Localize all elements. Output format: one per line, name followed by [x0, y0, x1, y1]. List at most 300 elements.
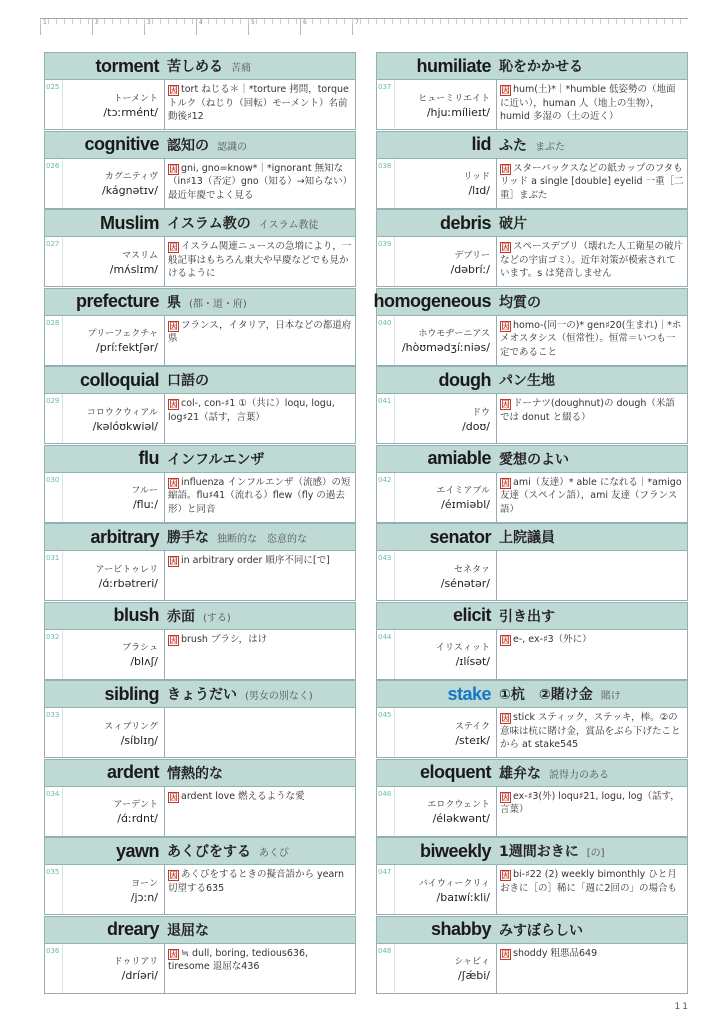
root-icon: 因	[169, 792, 178, 802]
entry-body	[376, 394, 688, 444]
ipa: /doʊ/	[462, 419, 490, 433]
pronunciation	[63, 787, 165, 836]
vocab-entry	[373, 288, 688, 367]
root-icon: 因	[501, 714, 510, 723]
ipa: /baɪwíːkli/	[436, 890, 490, 904]
entry-number: 045	[377, 708, 395, 757]
vocab-entry	[376, 445, 688, 524]
entry-number: 044	[377, 630, 395, 679]
ruler-minor-tick	[104, 19, 105, 24]
entry-header	[373, 288, 688, 316]
kana-reading: ドゥリアリ	[113, 957, 158, 967]
entry-body	[376, 708, 688, 758]
root-icon: 因	[169, 949, 178, 959]
ruler-minor-tick	[504, 19, 505, 24]
pronunciation	[395, 944, 497, 993]
meaning-sub: (都・道・府)	[189, 298, 247, 310]
meaning-main: きょうだい	[167, 687, 237, 703]
entry-body	[376, 80, 688, 130]
kana-reading: フルー	[131, 486, 158, 496]
meaning-sub: 認識の	[217, 141, 247, 153]
entry-body	[44, 237, 356, 287]
meaning-main: あくびをする	[167, 844, 251, 860]
entry-header	[376, 680, 688, 708]
note	[497, 394, 687, 443]
ipa: /kágnətɪv/	[102, 184, 158, 197]
note	[165, 630, 355, 679]
entry-number: 041	[377, 394, 395, 443]
entry-body	[376, 237, 688, 287]
note-text: ex-♯3(外) loqu♯21, logu, log（話す，言葉）	[500, 790, 680, 815]
ruler-minor-tick	[96, 19, 97, 24]
ipa: /ɑ́ːrbətreri/	[98, 576, 158, 590]
meaning-main: みすぼらしい	[499, 922, 583, 939]
ipa: /éɪmiəbl/	[441, 498, 490, 511]
kana-reading: ヒューミリエイト	[418, 93, 490, 104]
root-icon: 因	[501, 243, 510, 252]
headword: humiliate	[416, 55, 491, 76]
pronunciation	[63, 159, 165, 208]
meaning	[499, 606, 563, 626]
ruler-minor-tick	[88, 19, 89, 24]
ruler-minor-tick	[520, 19, 521, 24]
ipa: /hjuːmílieɪt/	[426, 105, 490, 119]
ruler-minor-tick	[560, 19, 561, 24]
kana-reading: カグニティヴ	[104, 172, 158, 182]
headword: Muslim	[99, 212, 159, 233]
ruler-minor-tick	[144, 19, 145, 24]
headword: homogeneous	[373, 291, 491, 311]
meaning-main: 引き出す	[499, 608, 555, 625]
root-icon: 因	[169, 400, 178, 409]
meaning	[499, 213, 535, 233]
headword: ardent	[106, 762, 159, 782]
pronunciation	[395, 237, 497, 286]
entry-number: 025	[45, 80, 63, 129]
note-text: ami（友達）* able になれる｜*amigo 友達（スペイン語），ami 友達（フランス語）	[500, 476, 682, 515]
ruler-minor-tick	[600, 19, 601, 24]
note	[165, 551, 355, 600]
entry-header	[376, 52, 688, 80]
meaning	[499, 56, 591, 76]
top-ruler	[40, 18, 688, 36]
left-column	[44, 52, 356, 994]
entry-number: 038	[377, 159, 395, 208]
entry-number: 047	[377, 865, 395, 914]
ruler-minor-tick	[376, 19, 377, 24]
meaning	[167, 292, 247, 312]
ruler-minor-tick	[416, 19, 417, 24]
meaning-sub: (男女の別なく)	[245, 691, 313, 702]
entry-header	[376, 131, 688, 159]
root-icon: 因	[501, 164, 510, 174]
note-text: スペースデブリ（壊れた人工衛星の破片などの宇宙ゴミ）。近年対策が模索されています。s は発音しません	[500, 241, 683, 279]
ruler-minor-tick	[312, 19, 313, 24]
entry-number: 034	[45, 787, 63, 836]
kana-reading: アービトゥレリ	[95, 564, 158, 575]
headword: dough	[438, 369, 491, 390]
meaning-sub: 賭け	[600, 691, 621, 702]
meaning-main: 赤面	[167, 608, 195, 625]
ruler-tick: 1	[40, 19, 47, 35]
ruler-minor-tick	[192, 19, 193, 24]
kana-reading: アーデント	[113, 800, 158, 810]
ipa: /fluː/	[132, 498, 158, 511]
root-icon: 因	[169, 86, 178, 95]
headword: flu	[138, 448, 159, 468]
ruler-minor-tick	[256, 19, 257, 24]
entry-number: 027	[45, 237, 63, 286]
ruler-minor-tick	[280, 19, 281, 24]
root-icon: 因	[169, 557, 178, 566]
ruler-minor-tick	[592, 19, 593, 24]
entry-header	[44, 209, 356, 237]
note-text: ≒ dull, boring, tedious636, tiresome 退屈な436	[168, 947, 309, 972]
meaning	[167, 135, 247, 155]
ruler-minor-tick	[392, 19, 393, 24]
meaning-main: 情熱的な	[167, 765, 223, 782]
vocab-entry	[376, 602, 688, 681]
note-text: フランス，イタリア，日本などの都道府県	[168, 319, 352, 344]
note-text: hum(土)*｜*humble 低姿勢の（地面に近い），human 人（地上の生物），humid 多湿の（土の近く）	[500, 84, 676, 122]
note	[165, 316, 355, 365]
note-text: stick スティック，ステッキ，棒。②の意味は杭に賭け金，賞品をぶら下げたことから at stake545	[500, 712, 681, 750]
entry-body	[44, 394, 356, 444]
note	[165, 865, 355, 914]
ipa: /blʌʃ/	[130, 655, 158, 668]
ruler-minor-tick	[80, 19, 81, 24]
root-icon: 因	[169, 321, 178, 331]
headword: elicit	[452, 605, 491, 625]
ipa: /steɪk/	[455, 733, 490, 747]
root-icon: 因	[169, 243, 178, 252]
meaning	[167, 606, 231, 626]
meaning	[499, 292, 549, 312]
ruler-minor-tick	[616, 19, 617, 24]
headword: debris	[439, 212, 491, 233]
ruler-minor-tick	[576, 19, 577, 24]
ruler-minor-tick	[432, 19, 433, 24]
page-number: 11	[674, 1002, 690, 1012]
ruler-minor-tick	[128, 19, 129, 24]
headword: arbitrary	[90, 526, 159, 547]
ruler-minor-tick	[168, 19, 169, 24]
note-text: e-, ex-♯3（外に）	[513, 633, 592, 645]
ruler-minor-tick	[400, 19, 401, 24]
ruler-minor-tick	[264, 19, 265, 24]
meaning-sub: 説得力のある	[549, 769, 609, 781]
ruler-minor-tick	[568, 19, 569, 24]
ipa: /kəlóʊkwiəl/	[92, 419, 158, 433]
note-text: ドーナツ(doughnut)の dough（米語では donut と綴る）	[500, 398, 675, 423]
entry-body	[44, 708, 356, 758]
ipa: /ɑ́ːrdnt/	[117, 812, 158, 825]
vocab-entry	[376, 837, 688, 916]
entry-number: 042	[377, 473, 395, 522]
ruler-minor-tick	[640, 19, 641, 24]
kana-reading: ホウモヂーニアス	[418, 329, 490, 339]
root-icon: 因	[169, 478, 178, 488]
root-icon: 因	[501, 478, 510, 488]
headword: blush	[113, 605, 159, 625]
ruler-minor-tick	[288, 19, 289, 24]
headword: sibling	[104, 683, 159, 704]
meaning-sub: 独断的な 恣意的な	[217, 534, 307, 545]
entry-header	[376, 523, 688, 551]
pronunciation	[63, 708, 165, 757]
headword: stake	[447, 683, 491, 704]
ruler-minor-tick	[72, 19, 73, 24]
ruler-minor-tick	[608, 19, 609, 24]
note	[497, 80, 687, 129]
meaning	[499, 841, 605, 861]
ipa: /sénətər/	[440, 576, 490, 590]
ruler-minor-tick	[544, 19, 545, 24]
ruler-minor-tick	[632, 19, 633, 24]
pronunciation	[63, 865, 165, 914]
kana-reading: バイウィークリィ	[418, 878, 490, 889]
entry-header	[44, 52, 356, 80]
pronunciation	[395, 473, 497, 522]
meaning-main: 認知の	[167, 137, 209, 154]
entry-body	[376, 551, 688, 601]
ipa: /jɔːn/	[130, 890, 158, 904]
entry-body	[44, 630, 356, 680]
ruler-minor-tick	[160, 19, 161, 24]
ruler-minor-tick	[232, 19, 233, 24]
meaning-sub: まぶた	[535, 141, 565, 153]
root-icon: 因	[501, 400, 510, 409]
entry-body	[376, 473, 688, 523]
ruler-minor-tick	[384, 19, 385, 24]
entry-body	[44, 159, 356, 209]
root-icon: 因	[501, 949, 510, 959]
pronunciation	[395, 787, 497, 836]
ruler-minor-tick	[368, 19, 369, 24]
meaning-main: 愛想のよい	[499, 451, 569, 468]
note	[497, 237, 687, 286]
ruler-minor-tick	[464, 19, 465, 24]
meaning-main: 県	[167, 294, 181, 311]
note-text: influenza インフルエンザ（流感）の短縮語。flu♯41（流れる）flew（fly の過去形）と同音	[168, 476, 351, 515]
meaning-main: パン生地	[499, 373, 555, 389]
meaning	[499, 763, 609, 783]
ruler-minor-tick	[56, 19, 57, 24]
ruler-tick: 3	[144, 19, 151, 35]
ruler-tick: 6	[300, 19, 307, 35]
entry-header	[376, 602, 688, 630]
vocab-entry	[44, 837, 356, 916]
ruler-minor-tick	[48, 19, 49, 24]
meaning-main: ふた	[499, 137, 527, 154]
ruler-minor-tick	[528, 19, 529, 24]
entry-number: 040	[377, 316, 395, 365]
ipa: /príːfektʃər/	[96, 341, 158, 354]
entry-header	[44, 131, 356, 159]
note	[497, 708, 687, 757]
entry-number: 043	[377, 551, 395, 600]
ruler-minor-tick	[448, 19, 449, 24]
pronunciation	[395, 316, 497, 365]
meaning	[167, 56, 251, 76]
root-icon: 因	[501, 321, 510, 331]
headword: shabby	[430, 919, 491, 939]
kana-reading: ドウ	[471, 407, 490, 418]
meaning-sub: あくび	[259, 848, 289, 859]
ruler-minor-tick	[488, 19, 489, 24]
note-text: homo-(同一の)* gen♯20(生まれ)｜*ホメオスタシス（恒常性）。恒常＝いつも一定であること	[500, 319, 682, 358]
ruler-minor-tick	[208, 19, 209, 24]
kana-reading: ステイク	[454, 721, 490, 732]
right-column	[373, 52, 688, 994]
pronunciation	[395, 159, 497, 208]
entry-body	[44, 944, 356, 994]
ipa: /dəbríː/	[450, 262, 490, 276]
meaning	[167, 684, 313, 704]
pronunciation	[63, 316, 165, 365]
note-text: イスラム関連ニュースの急増により，一般記事はもちろん東大や早慶などでも見かけるように	[168, 241, 352, 279]
note-text: ardent love 燃えるような愛	[181, 790, 305, 802]
meaning	[499, 449, 577, 469]
entry-number: 046	[377, 787, 395, 836]
note	[165, 159, 355, 208]
root-icon: 因	[501, 871, 510, 880]
entry-number: 030	[45, 473, 63, 522]
meaning	[167, 763, 231, 783]
note	[497, 316, 687, 365]
ipa: /hòʊmədʒíːniəs/	[401, 341, 490, 354]
entry-header	[44, 366, 356, 394]
vocab-entry	[376, 916, 688, 995]
ruler-minor-tick	[240, 19, 241, 24]
note-text: col-, con-♯1 ①（共に）loqu, logu, log♯21（話す，言葉）	[168, 398, 335, 423]
kana-reading: コロウクウィアル	[86, 407, 158, 418]
ruler-minor-tick	[248, 19, 249, 24]
note	[165, 944, 355, 993]
ipa: /ɪlísət/	[455, 655, 490, 668]
meaning	[167, 920, 217, 940]
ruler-minor-tick	[152, 19, 153, 24]
vocab-entry	[44, 759, 356, 838]
meaning-sub: (する)	[203, 612, 231, 624]
entry-body	[44, 316, 356, 366]
meaning	[499, 135, 565, 155]
ruler-minor-tick	[344, 19, 345, 24]
ruler-minor-tick	[648, 19, 649, 24]
kana-reading: リッド	[463, 172, 490, 182]
meaning	[499, 370, 563, 390]
meaning-main: 破片	[499, 216, 527, 232]
ruler-minor-tick	[320, 19, 321, 24]
entry-body	[376, 159, 688, 209]
ruler-minor-tick	[424, 19, 425, 24]
entry-header	[44, 445, 356, 473]
entry-body	[44, 787, 356, 837]
root-icon: 因	[169, 871, 178, 880]
vocab-entry	[376, 209, 688, 288]
ruler-minor-tick	[552, 19, 553, 24]
kana-reading: プリーフェクチャ	[87, 329, 158, 339]
pronunciation	[63, 551, 165, 600]
ruler-minor-tick	[64, 19, 65, 24]
meaning-main: 雄弁な	[499, 765, 541, 782]
ruler-minor-tick	[440, 19, 441, 24]
note-text: tort ねじる＊｜*torture 拷問，torque トルク（ねじり（回転）モーメント）名前動後♯12	[168, 84, 349, 122]
meaning-main: イスラム教の	[167, 216, 251, 232]
entry-header	[44, 523, 356, 551]
ruler-minor-tick	[216, 19, 217, 24]
entry-body	[44, 865, 356, 915]
ruler-minor-tick	[112, 19, 113, 24]
ruler-tick: 2	[92, 19, 99, 35]
ipa: /síblɪŋ/	[120, 733, 158, 747]
entry-header	[376, 366, 688, 394]
ruler-minor-tick	[224, 19, 225, 24]
root-icon: 因	[501, 792, 510, 802]
ruler-minor-tick	[352, 19, 353, 24]
vocab-entry	[376, 366, 688, 445]
headword: cognitive	[84, 134, 159, 154]
pronunciation	[395, 708, 497, 757]
kana-reading: セネタァ	[453, 564, 490, 575]
vocab-entry	[44, 602, 356, 681]
entry-number: 035	[45, 865, 63, 914]
kana-reading: ヨーン	[131, 878, 158, 889]
ruler-minor-tick	[328, 19, 329, 24]
ruler-minor-tick	[680, 19, 681, 24]
meaning-main: 退屈な	[167, 922, 209, 939]
meaning	[167, 213, 319, 233]
meaning-sub: 苦痛	[231, 63, 251, 74]
entry-number: 028	[45, 316, 63, 365]
vocab-entry	[44, 680, 356, 759]
vocab-entry	[376, 131, 688, 210]
note-text: あくびをするときの擬音語から yearn 切望する635	[168, 869, 345, 894]
vocab-entry	[44, 131, 356, 210]
entry-number: 029	[45, 394, 63, 443]
vocab-entry	[44, 445, 356, 524]
ruler-tick: 5	[248, 19, 255, 35]
pronunciation	[395, 551, 497, 600]
ipa: /dríəri/	[121, 969, 158, 982]
pronunciation	[63, 630, 165, 679]
note	[165, 80, 355, 129]
pronunciation	[63, 237, 165, 286]
note	[165, 787, 355, 836]
meaning-main: インフルエンザ	[167, 451, 265, 468]
ipa: /mʌ́slɪm/	[109, 262, 158, 276]
ruler-minor-tick	[672, 19, 673, 24]
pronunciation	[63, 394, 165, 443]
entry-number: 037	[377, 80, 395, 129]
ruler-minor-tick	[136, 19, 137, 24]
note-text: bi-♯22 (2) weekly bimonthly ひと月おきに［の］稀に「週に2回の」の場合も	[500, 869, 678, 894]
entry-header	[44, 288, 356, 316]
entry-body	[376, 630, 688, 680]
entry-header	[44, 602, 356, 630]
vocab-entry	[44, 916, 356, 995]
vocab-entry	[44, 209, 356, 288]
vocab-entry	[44, 288, 356, 367]
note	[497, 551, 687, 600]
kana-reading: イリスィット	[435, 643, 490, 653]
meaning-main: 苦しめる	[167, 59, 223, 75]
entry-header	[376, 916, 688, 944]
ruler-minor-tick	[512, 19, 513, 24]
meaning	[499, 527, 563, 547]
headword: lid	[471, 134, 491, 154]
kana-reading: マスリム	[121, 250, 158, 261]
